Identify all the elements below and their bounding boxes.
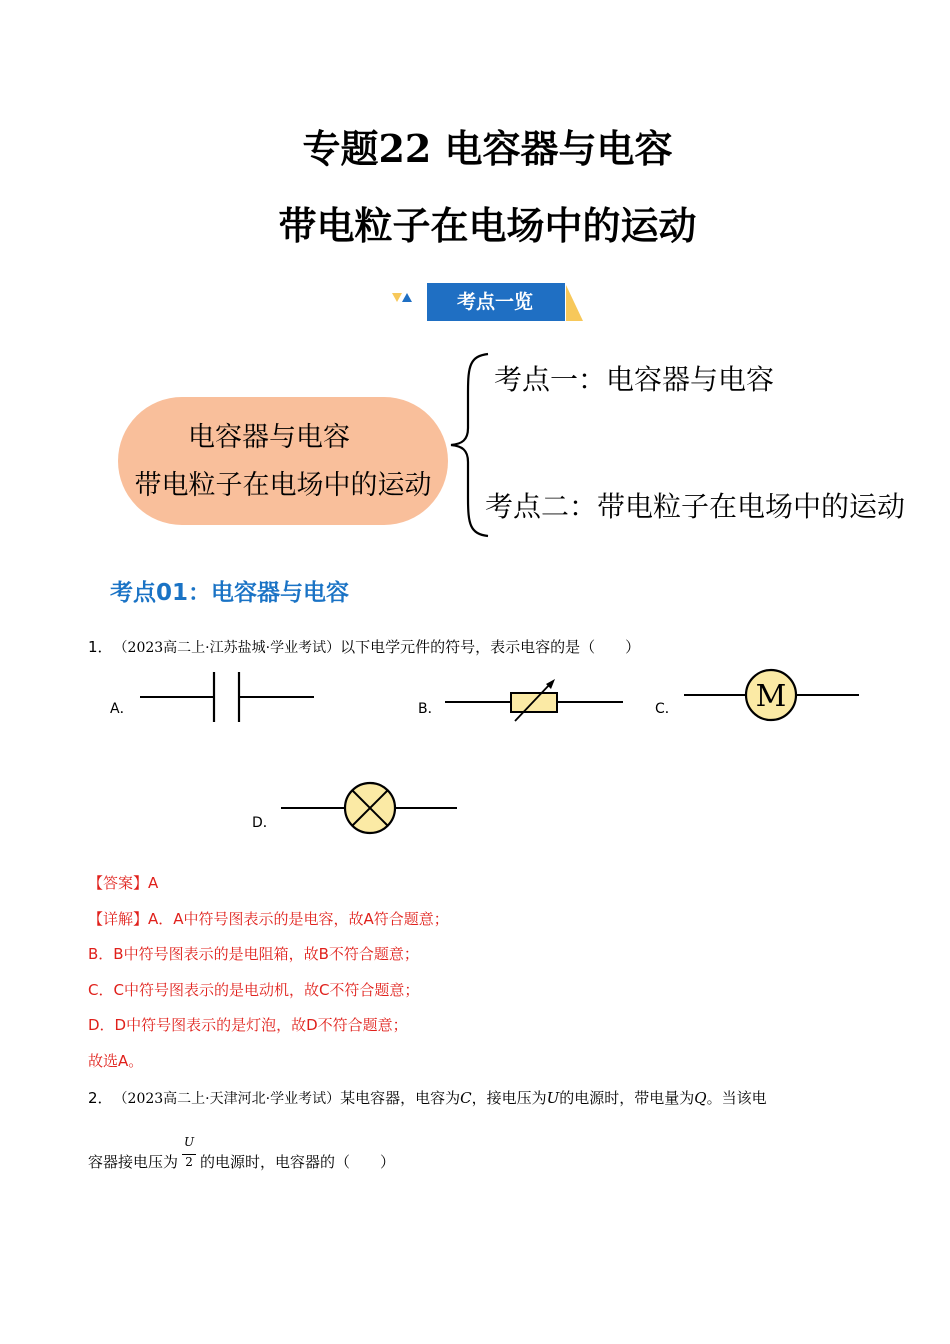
question-2-text-2: ，接电压为 xyxy=(471,1089,547,1107)
conclusion-line: 故选A。 xyxy=(88,1052,144,1070)
question-1-source: （2023高二上·江苏盐城·学业考试） xyxy=(120,640,341,656)
question-2-source: （2023高二上·天津河北·学业考试） xyxy=(120,1091,341,1107)
fraction-denominator: 2 xyxy=(185,1154,193,1169)
page-title-line1: 专题22 电容器与电容 xyxy=(302,126,673,171)
fraction-u-over-2 xyxy=(181,1134,197,1173)
detail-line-d: D．D中符号图表示的是灯泡，故D不符合题意； xyxy=(88,1016,408,1034)
banner-yellow-triangle-icon xyxy=(566,285,583,321)
question-1 xyxy=(88,636,640,657)
option-c-label: C． xyxy=(655,701,679,717)
page-title-line2: 带电粒子在电场中的运动 xyxy=(278,203,697,248)
question-2-number: 2． xyxy=(88,1089,113,1107)
detail-a-text: A．A中符号图表示的是电容，故A符合题意； xyxy=(148,910,449,928)
variable-q: Q xyxy=(694,1089,707,1107)
variable-c: C xyxy=(460,1089,472,1107)
option-b-label: B． xyxy=(418,701,442,717)
banner-blue-triangle-small-icon xyxy=(402,293,412,302)
mindmap-center-line1: 电容器与电容 xyxy=(188,422,350,453)
detail-line-a xyxy=(88,908,449,929)
question-2-line1 xyxy=(88,1087,767,1108)
mindmap-branch-1: 考点一：电容器与电容 xyxy=(494,363,775,396)
lamp-symbol-icon xyxy=(281,780,459,838)
mindmap-branch-2: 考点二：带电粒子在电场中的运动 xyxy=(485,490,906,523)
question-2-text-1: 某电容器，电容为 xyxy=(340,1089,461,1107)
mindmap-center-oval xyxy=(118,397,448,525)
section-heading: 考点01：电容器与电容 xyxy=(110,580,350,606)
variable-u: U xyxy=(546,1089,560,1107)
question-2-line2 xyxy=(88,1134,396,1173)
fraction-numerator: U xyxy=(183,1134,195,1149)
question-2-text-4: 。当该电 xyxy=(706,1089,767,1107)
capacitor-symbol-icon xyxy=(140,670,315,725)
answer-line xyxy=(88,872,158,893)
banner-label: 考点一览 xyxy=(456,291,533,313)
question-2-text-6: 的电源时，电容器的（ ） xyxy=(200,1153,396,1171)
option-a-label: A． xyxy=(110,701,134,717)
mindmap-center-line2: 带电粒子在电场中的运动 xyxy=(134,470,432,501)
answer-tag: 【答案】 xyxy=(88,874,149,892)
question-1-number: 1． xyxy=(88,638,113,656)
motor-symbol-letter: M xyxy=(755,679,787,714)
detail-line-c: C．C中符号图表示的是电动机，故C不符合题意； xyxy=(88,981,420,999)
banner-yellow-triangle-small-icon xyxy=(392,293,402,302)
motor-symbol-icon xyxy=(684,667,860,723)
question-2-text-5: 容器接电压为 xyxy=(88,1153,179,1171)
question-2-text-3: 的电源时，带电量为 xyxy=(559,1089,695,1107)
detail-line-b: B．B中符号图表示的是电阻箱，故B不符合题意； xyxy=(88,945,419,963)
option-d-label: D． xyxy=(252,815,277,831)
answer-value: A xyxy=(148,874,159,892)
detail-tag: 【详解】 xyxy=(88,910,149,928)
rheostat-symbol-icon xyxy=(445,677,625,725)
question-1-stem: 以下电学元件的符号，表示电容的是（ ） xyxy=(340,638,641,656)
